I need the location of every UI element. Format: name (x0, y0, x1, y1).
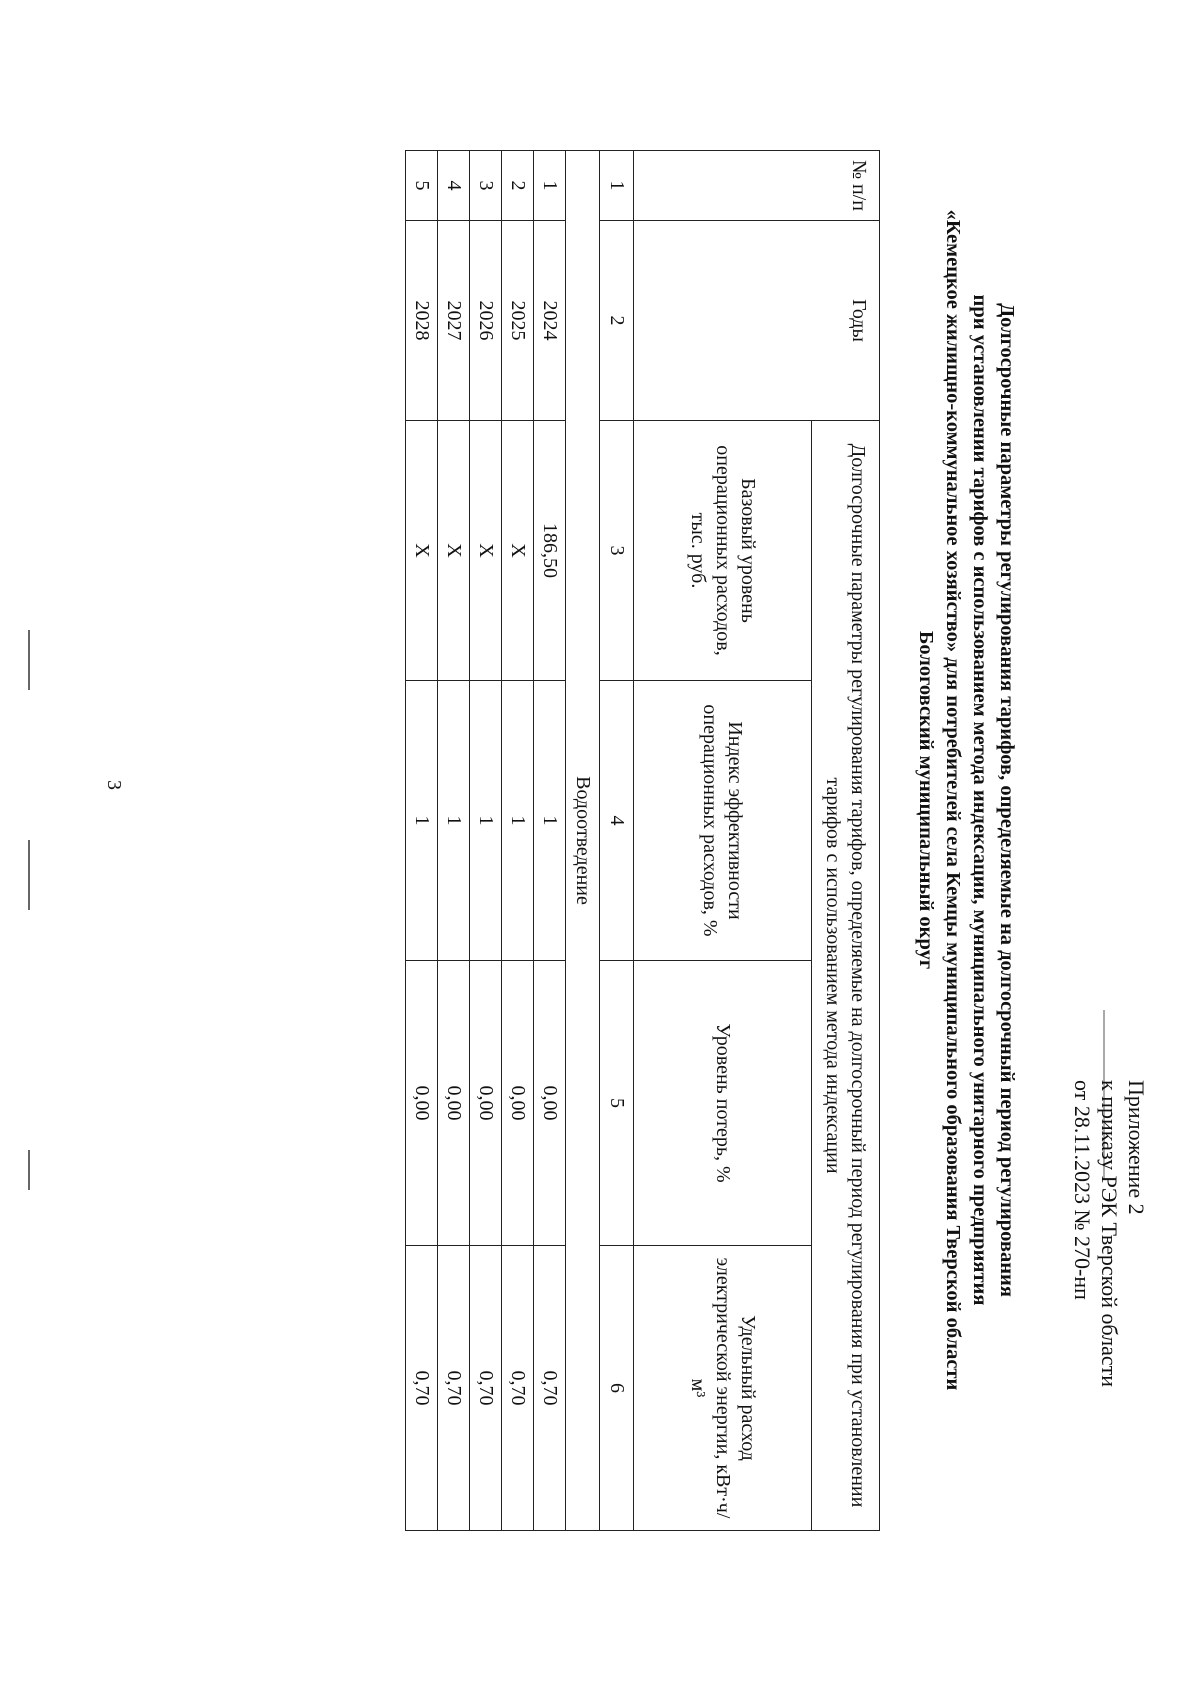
header-group: Долгосрочные параметры регулирования тарифов, определяемые на долгосрочный период регулирования при установлении тарифов с использованием метода индексации (812, 421, 880, 1531)
scan-artifact (28, 840, 30, 910)
header-base-level: Базовый уровень операционных расходов, тыс. руб. (634, 421, 812, 681)
column-number: 5 (600, 961, 634, 1246)
appendix-line: Приложение 2 (1124, 1080, 1149, 1215)
cell-base-level: X (406, 421, 438, 681)
cell-base-level: X (438, 421, 470, 681)
cell-year: 2026 (470, 221, 502, 421)
appendix-line: к приказу РЭК Тверской области (1097, 1080, 1122, 1388)
cell-number: 1 (534, 151, 566, 221)
scan-artifact (28, 630, 30, 690)
cell-year: 2024 (534, 221, 566, 421)
column-number: 2 (600, 221, 634, 421)
cell-number: 5 (406, 151, 438, 221)
cell-loss-level: 0,00 (438, 961, 470, 1246)
cell-efficiency-index: 1 (406, 681, 438, 961)
cell-year: 2027 (438, 221, 470, 421)
title-line: Бологовский муниципальный округ (915, 630, 937, 970)
table-row (406, 151, 438, 1531)
parameters-table (405, 150, 880, 1531)
column-number-row (600, 151, 634, 1531)
cell-efficiency-index: 1 (470, 681, 502, 961)
cell-energy-consumption: 0,70 (502, 1246, 534, 1531)
document-title (912, 60, 1020, 1540)
cell-efficiency-index: 1 (438, 681, 470, 961)
title-line: «Кемецкое жилищно-коммунальное хозяйство» для потребителей села Кемцы муниципального образования Тверской области (942, 209, 964, 1391)
title-line: при установлении тарифов с использованием метода индексации, муниципального унитарного предприятия (969, 294, 991, 1306)
cell-efficiency-index: 1 (534, 681, 566, 961)
document-page (100, 60, 1170, 1540)
table-row (438, 151, 470, 1531)
column-number: 4 (600, 681, 634, 961)
cell-base-level: X (502, 421, 534, 681)
header-number: № п/п (634, 151, 880, 221)
cell-number: 4 (438, 151, 470, 221)
cell-energy-consumption: 0,70 (406, 1246, 438, 1531)
cell-number: 2 (502, 151, 534, 221)
column-number: 3 (600, 421, 634, 681)
cell-year: 2025 (502, 221, 534, 421)
cell-loss-level: 0,00 (470, 961, 502, 1246)
table-row (470, 151, 502, 1531)
section-heading: Водоотведение (566, 151, 600, 1531)
table-row (502, 151, 534, 1531)
cell-energy-consumption: 0,70 (438, 1246, 470, 1531)
cell-year: 2028 (406, 221, 438, 421)
scan-artifact (28, 1150, 30, 1190)
page-number: 3 (103, 780, 125, 790)
cell-loss-level: 0,00 (406, 961, 438, 1246)
cell-loss-level: 0,00 (534, 961, 566, 1246)
column-number: 6 (600, 1246, 634, 1531)
table-row (534, 151, 566, 1531)
cell-energy-consumption: 0,70 (534, 1246, 566, 1531)
cell-efficiency-index: 1 (502, 681, 534, 961)
cell-energy-consumption: 0,70 (470, 1246, 502, 1531)
column-number: 1 (600, 151, 634, 221)
header-energy-consumption: Удельный расход электрической энергии, кВт·ч/м³ (634, 1246, 812, 1531)
cell-loss-level: 0,00 (502, 961, 534, 1246)
header-loss-level: Уровень потерь, % (634, 961, 812, 1246)
header-years: Годы (634, 221, 880, 421)
appendix-line: от 28.11.2023 № 270-нп (1070, 1080, 1095, 1300)
cell-base-level: 186,50 (534, 421, 566, 681)
title-line: Долгосрочные параметры регулирования тарифов, определяемые на долгосрочный период регулирования (996, 303, 1018, 1297)
appendix-block (1069, 1080, 1150, 1387)
cell-base-level: X (470, 421, 502, 681)
cell-number: 3 (470, 151, 502, 221)
header-efficiency-index: Индекс эффективности операционных расходов, % (634, 681, 812, 961)
